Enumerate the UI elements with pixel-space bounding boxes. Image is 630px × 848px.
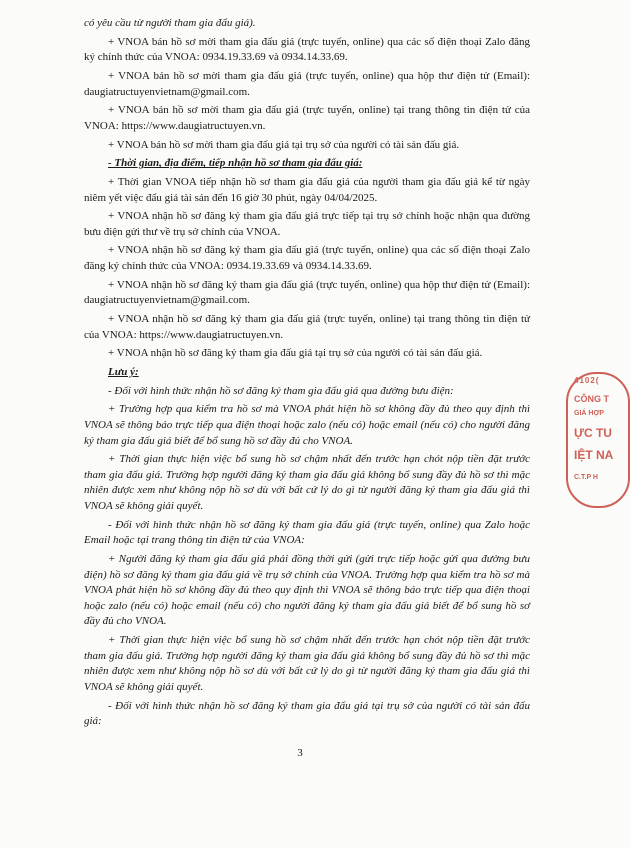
stamp-text: CÔNG T bbox=[574, 394, 609, 404]
paragraph: + Trường hợp qua kiểm tra hồ sơ mà VNOA phát hiện hồ sơ không đầy đủ theo quy định thì VNOA sẽ thông báo trực tiếp qua điện thoại hoặc zalo (nếu có) hoặc email (nếu có) cho người đăng ký tham gia đấu giá biết để bổ sung hồ sơ đầy đủ cho VNOA. bbox=[84, 403, 530, 447]
stamp-text: GIÁ HỢP bbox=[574, 410, 605, 417]
paragraph: + VNOA nhận hồ sơ đăng ký tham gia đấu giá (trực tuyến, online) qua hộp thư điện tử (Email): daugiatructuyenvietnam@gmail.com. bbox=[84, 278, 530, 307]
paragraph: - Đối với hình thức nhận hồ sơ đăng ký tham gia đấu giá (trực tuyến, online) qua Zalo hoặc Email hoặc tại trang thông tin điện tử của VNOA: bbox=[84, 518, 530, 547]
stamp-text: IỆT NA bbox=[574, 448, 614, 462]
section-heading: - Thời gian, địa điểm, tiếp nhận hồ sơ tham gia đấu giá: bbox=[108, 157, 363, 170]
paragraph: có yêu cầu từ người tham gia đấu giá). bbox=[84, 17, 256, 29]
company-seal-stamp bbox=[566, 372, 630, 508]
paragraph: - Đối với hình thức nhận hồ sơ đăng ký tham gia đấu giá tại trụ sở của người có tài sản đấu giá: bbox=[84, 699, 530, 728]
paragraph: + VNOA nhận hồ sơ đăng ký tham gia đấu giá (trực tuyến, online) tại trang thông tin điện tử của VNOA: https://www.daugiatructuyen.vn. bbox=[84, 313, 530, 341]
paragraph: + Thời gian VNOA tiếp nhận hồ sơ tham gia đấu giá của người tham gia đấu giá kể từ ngày niêm yết việc đấu giá tài sản đến 16 giờ 30 phút, ngày 04/04/2025. bbox=[84, 175, 530, 204]
stamp-text: ỰC TU bbox=[574, 426, 612, 440]
paragraph: + VNOA nhận hồ sơ đăng ký tham gia đấu giá tại trụ sở của người có tài sản đấu giá. bbox=[108, 347, 483, 360]
stamp-text: C.T.P H bbox=[574, 474, 598, 481]
paragraph: + VNOA bán hồ sơ mời tham gia đấu giá (trực tuyến, online) qua hộp thư điện tử (Email): daugiatructuyenvietnam@gmail.com. bbox=[84, 69, 530, 98]
paragraph: + Thời gian thực hiện việc bổ sung hồ sơ chậm nhất đến trước hạn chót nộp tiền đặt trước tham gia đấu giá. Trường hợp người đăng ký tham gia đấu giá không bổ sung đầy đủ hồ sơ thì mặc nhiên được xem như không nộp hồ sơ dù với bất cứ lý do gì từ người đăng ký tham gia đấu giá thì VNOA sẽ không giải quyết. bbox=[84, 634, 530, 693]
paragraph: + VNOA bán hồ sơ mời tham gia đấu giá tại trụ sở của người có tài sản đấu giá. bbox=[108, 138, 460, 151]
stamp-text: 4102( bbox=[574, 376, 600, 385]
paragraph: + VNOA nhận hồ sơ đăng ký tham gia đấu giá (trực tuyến, online) qua các số điện thoại Zalo đăng ký chính thức của VNOA: 0934.19.33.69 và 0934.14.33.69. bbox=[84, 244, 530, 273]
document-body bbox=[84, 16, 530, 733]
paragraph: - Đối với hình thức nhận hồ sơ đăng ký tham gia đấu giá qua đường bưu điện: bbox=[108, 384, 454, 397]
page-number: 3 bbox=[297, 747, 303, 759]
paragraph: + VNOA bán hồ sơ mời tham gia đấu giá (trực tuyến, online) qua các số điện thoại Zalo đăng ký chính thức của VNOA: 0934.19.33.69 và 0934.14.33.69. bbox=[84, 35, 530, 64]
paragraph: + Người đăng ký tham gia đấu giá phải đồng thời gửi (gửi trực tiếp hoặc gửi qua đường bưu điện) hồ sơ đăng ký tham gia đấu giá về trụ sở chính của VNOA. Trường hợp qua kiểm tra hồ sơ mà VNOA phát hiện hồ sơ không đầy đủ theo quy định thì VNOA sẽ thông báo trực tiếp qua điện thoại hoặc zalo (nếu có) hoặc email (nếu có) cho người đăng ký tham gia đấu giá biết để bổ sung hồ sơ đầy đủ cho VNOA. bbox=[84, 553, 530, 628]
paragraph: + VNOA bán hồ sơ mời tham gia đấu giá (trực tuyến, online) tại trang thông tin điện tử của VNOA: https://www.daugiatructuyen.vn. bbox=[84, 104, 530, 132]
paragraph: + VNOA nhận hồ sơ đăng ký tham gia đấu giá trực tiếp tại trụ sở chính hoặc nhận qua đường bưu điện gửi thư về trụ sở chính của VNOA. bbox=[84, 210, 530, 238]
section-heading: Lưu ý: bbox=[108, 366, 139, 378]
paragraph: + Thời gian thực hiện việc bổ sung hồ sơ chậm nhất đến trước hạn chót nộp tiền đặt trước tham gia đấu giá. Trường hợp người đăng ký tham gia đấu giá không bổ sung đầy đủ hồ sơ thì mặc nhiên được xem như không nộp hồ sơ dù với bất cứ lý do gì từ người đăng ký tham gia đấu giá thì VNOA sẽ không giải quyết. bbox=[84, 453, 530, 513]
